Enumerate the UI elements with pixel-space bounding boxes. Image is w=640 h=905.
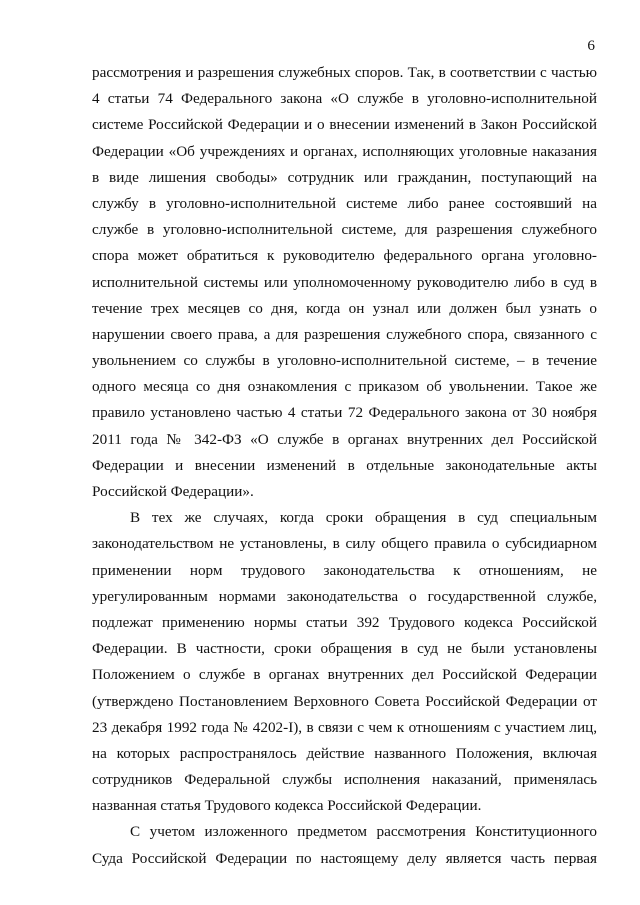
- text-line: правило установлено частью 4 статьи 72 Федерального закона от 30 ноября: [92, 404, 597, 422]
- text-line: Федерации «Об учреждениях и органах, исполняющих уголовные наказания: [92, 142, 597, 160]
- text-line: увольнением со службы в уголовно-исполнительной системе, – в течение: [92, 352, 597, 370]
- text-line: применении норм трудового законодательства к отношениям, не: [92, 561, 597, 579]
- text-line: 23 декабря 1992 года № 4202-I), в связи с чем к отношениям с участием лиц,: [92, 718, 597, 736]
- text-line: 2011 года № 342-ФЗ «О службе в органах внутренних дел Российской: [92, 430, 597, 448]
- text-line: законодательством не установлены, в силу общего правила о субсидиарном: [92, 535, 597, 553]
- text-line: службе в уголовно-исполнительной системе, для разрешения служебного: [92, 221, 597, 239]
- text-line: сотрудников Федеральной службы исполнения наказаний, применялась: [92, 771, 597, 789]
- text-line: системе Российской Федерации и о внесении изменений в Закон Российской: [92, 116, 597, 134]
- text-line: 4 статьи 74 Федерального закона «О службе в уголовно-исполнительной: [92, 90, 597, 108]
- text-line: в виде лишения свободы» сотрудник или гражданин, поступающий на: [92, 168, 597, 186]
- text-line: исполнительной системы или уполномоченному руководителю либо в суд в: [92, 273, 597, 291]
- text-line: на которых распространялось действие названного Положения, включая: [92, 744, 597, 762]
- text-line: службу в уголовно-исполнительной системе либо ранее состоявший на: [92, 194, 597, 212]
- text-line: подлежат применению нормы статьи 392 Трудового кодекса Российской: [92, 613, 597, 631]
- text-line: Российской Федерации».: [92, 483, 254, 500]
- paragraph: [92, 60, 597, 505]
- text-line: течение трех месяцев со дня, когда он узнал или должен был узнать о: [92, 299, 597, 317]
- text-line: спора может обратиться к руководителю федерального органа уголовно-: [92, 247, 597, 265]
- text-line: рассмотрения и разрешения служебных споров. Так, в соответствии с частью: [92, 64, 597, 81]
- text-line: (утверждено Постановлением Верховного Совета Российской Федерации от: [92, 692, 597, 710]
- text-line: В тех же случаях, когда сроки обращения в суд специальным: [130, 509, 597, 527]
- text-line: урегулированным нормами законодательства о государственной службе,: [92, 587, 597, 605]
- text-line: Положением о службе в органах внутренних дел Российской Федерации: [92, 666, 597, 684]
- document-body: [92, 60, 597, 872]
- paragraph: [92, 819, 597, 871]
- text-line: Федерации и внесении изменений в отдельные законодательные акты: [92, 456, 597, 474]
- text-line: Федерации. В частности, сроки обращения в суд не были установлены: [92, 640, 597, 658]
- text-line: одного месяца со дня ознакомления с приказом об увольнении. Такое же: [92, 378, 597, 396]
- paragraph: [92, 505, 597, 819]
- page-number: 6: [587, 37, 595, 54]
- text-line: Суда Российской Федерации по настоящему делу является часть первая: [92, 849, 597, 867]
- text-line: названная статья Трудового кодекса Российской Федерации.: [92, 797, 482, 815]
- text-line: С учетом изложенного предметом рассмотрения Конституционного: [130, 823, 597, 841]
- text-line: нарушении своего права, а для разрешения служебного спора, связанного с: [92, 325, 597, 343]
